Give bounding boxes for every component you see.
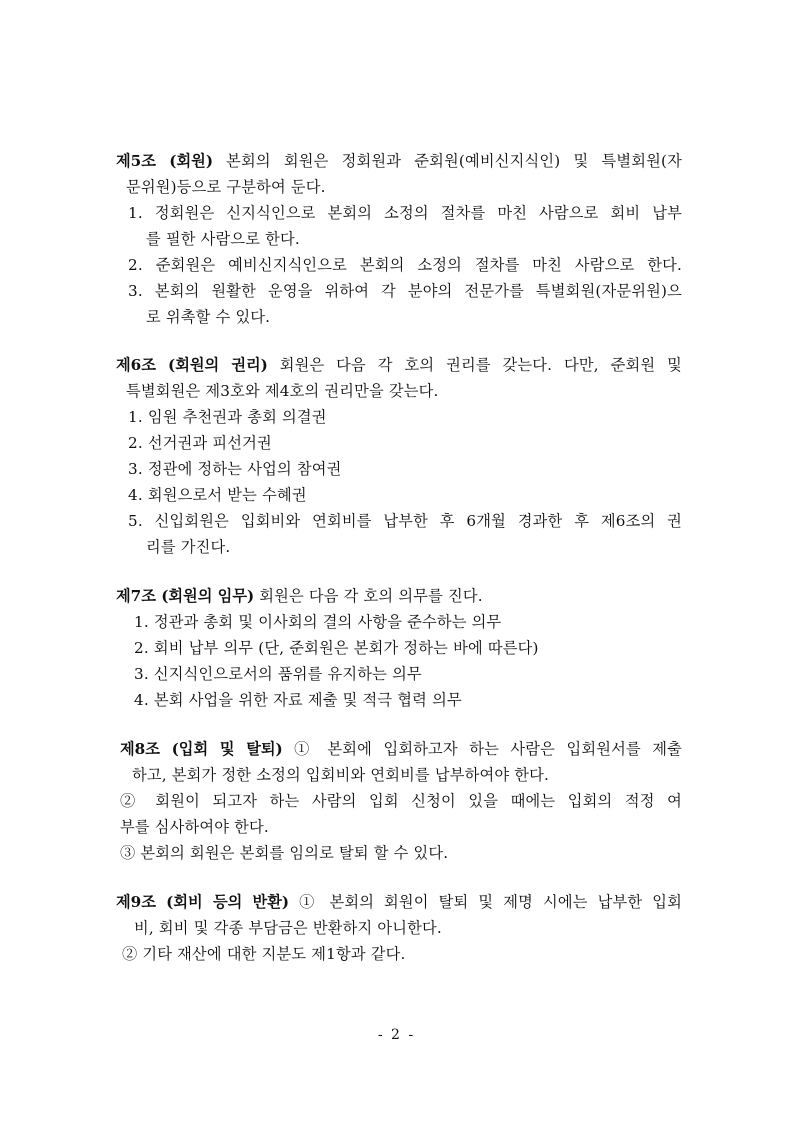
article-8-text: ① 본회에 입회하고자 하는 사람은 입회원서를 제출 xyxy=(282,740,682,758)
article-6-heading: 제6조 (회원의 권리) xyxy=(116,356,268,374)
article-7-item-3: 3. 신지식인으로서의 품위를 유지하는 의무 xyxy=(134,665,422,683)
article-6-text: 회원은 다음 각 호의 권리를 갖는다. 다만, 준회원 및 xyxy=(267,356,682,374)
article-9-heading: 제9조 (회비 등의 반환) xyxy=(116,893,290,911)
article-6-item-3: 3. 정관에 정하는 사업의 참여권 xyxy=(128,460,342,478)
article-7-text: 회원은 다음 각 호의 의무를 진다. xyxy=(254,587,483,605)
article-7-item-1: 1. 정관과 총회 및 이사회의 결의 사항을 준수하는 의무 xyxy=(134,613,502,631)
article-5-item-2: 2. 준회원은 예비신지식인으로 본회의 소정의 절차를 마친 사람으로 한다. xyxy=(128,256,682,274)
article-7-first-line xyxy=(116,583,682,609)
article-6-item-1: 1. 임원 추천권과 총회 의결권 xyxy=(128,408,327,426)
article-6-text-cont: 특별회원은 제3호와 제4호의 권리만을 갖는다. xyxy=(126,382,439,400)
article-5-item-1: 1. 정회원은 신지식인으로 본회의 소정의 절차를 마친 사람으로 회비 납부 xyxy=(128,204,682,222)
article-6-first-line xyxy=(116,352,682,378)
article-8-heading: 제8조 (입회 및 탈퇴) xyxy=(120,740,283,758)
article-6-item-2: 2. 선거권과 피선거권 xyxy=(128,434,272,452)
article-8-clause-3: ③ 본회의 회원은 본회를 임의로 탈퇴 할 수 있다. xyxy=(120,844,449,862)
article-7-heading: 제7조 (회원의 임무) xyxy=(116,587,255,605)
article-9-first-line xyxy=(116,889,682,915)
article-6-item-5: 5. 신입회원은 입회비와 연회비를 납부한 후 6개월 경과한 후 제6조의 권 xyxy=(128,512,682,530)
article-8 xyxy=(120,736,682,866)
article-7-item-2: 2. 회비 납부 의무 (단, 준회원은 본회가 정하는 바에 따른다) xyxy=(134,639,539,657)
article-9 xyxy=(116,889,682,967)
article-9-clause-2: ② 기타 재산에 대한 지분도 제1항과 같다. xyxy=(122,945,406,963)
article-6-item-5-cont: 리를 가진다. xyxy=(146,538,231,556)
article-5-item-1-cont: 를 필한 사람으로 한다. xyxy=(146,230,300,248)
article-6 xyxy=(116,352,682,560)
article-8-first-line xyxy=(120,736,682,762)
article-9-text-cont: 비, 회비 및 각종 부담금은 반환하지 아니한다. xyxy=(134,919,442,937)
article-5-text: 본회의 회원은 정회원과 준회원(예비신지식인) 및 특별회원(자 xyxy=(213,152,682,170)
page-number: - 2 - xyxy=(377,1027,416,1043)
article-5-item-3: 3. 본회의 원활한 운영을 위하여 각 분야의 전문가를 특별회원(자문위원)으 xyxy=(128,282,682,300)
article-5-text-cont: 문위원)등으로 구분하여 둔다. xyxy=(126,178,326,196)
article-7 xyxy=(116,583,682,713)
article-8-clause-2: ② 회원이 되고자 하는 사람의 입회 신청이 있을 때에는 입회의 적정 여 xyxy=(120,792,682,810)
article-5 xyxy=(116,148,682,330)
article-5-heading: 제5조 (회원) xyxy=(116,152,214,170)
article-5-first-line xyxy=(116,148,682,174)
article-8-clause-2-cont: 부를 심사하여야 한다. xyxy=(120,818,269,836)
article-9-text: ① 본회의 회원이 탈퇴 및 제명 시에는 납부한 입회 xyxy=(289,893,682,911)
article-7-item-4: 4. 본회 사업을 위한 자료 제출 및 적극 협력 의무 xyxy=(134,691,462,709)
article-8-text-cont: 하고, 본회가 정한 소정의 입회비와 연회비를 납부하여야 한다. xyxy=(132,766,550,784)
article-5-item-3-cont: 로 위촉할 수 있다. xyxy=(146,308,271,326)
article-6-item-4: 4. 회원으로서 받는 수혜권 xyxy=(128,486,307,504)
